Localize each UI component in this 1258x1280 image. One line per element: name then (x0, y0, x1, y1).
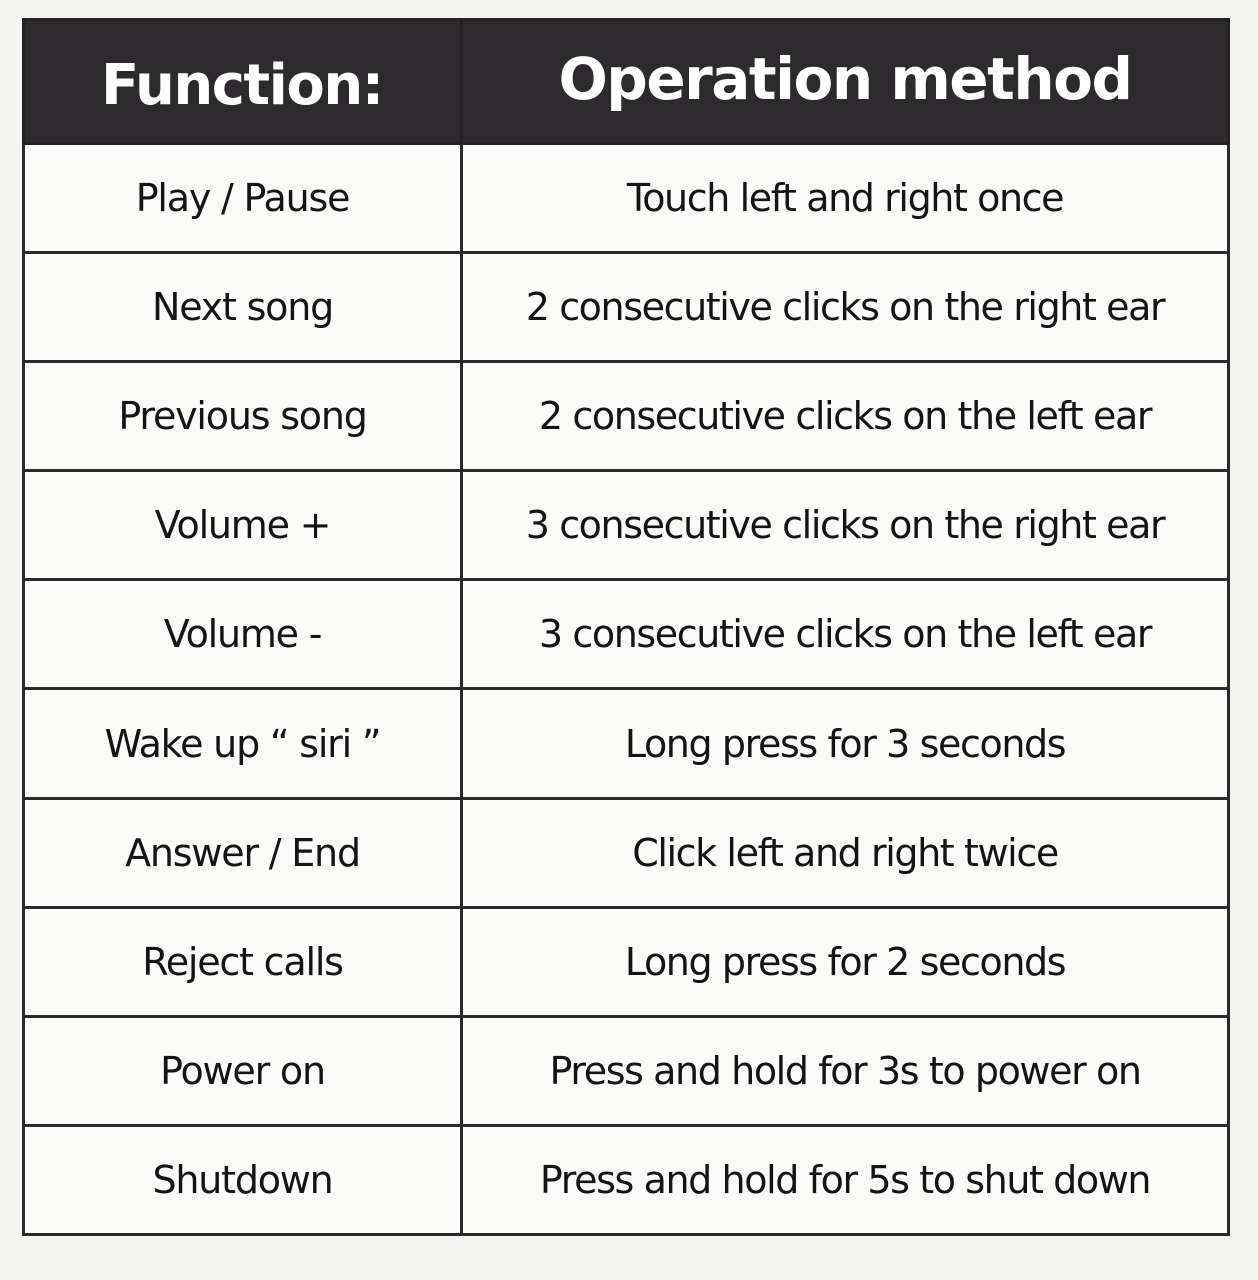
table-row (24, 471, 1229, 580)
operation-cell: 2 consecutive clicks on the right ear (462, 253, 1229, 362)
table-row (24, 362, 1229, 471)
operation-cell: 3 consecutive clicks on the left ear (462, 580, 1229, 689)
function-cell: Power on (24, 1016, 462, 1125)
table-row (24, 253, 1229, 362)
function-cell: Answer / End (24, 798, 462, 907)
operation-cell: 3 consecutive clicks on the right ear (462, 471, 1229, 580)
table-body (24, 144, 1229, 1235)
function-cell: Reject calls (24, 907, 462, 1016)
table-row (24, 689, 1229, 798)
operation-cell: Touch left and right once (462, 144, 1229, 253)
function-column-header: Function: (24, 20, 462, 144)
table-row (24, 798, 1229, 907)
table-row (24, 144, 1229, 253)
table-row (24, 1125, 1229, 1234)
instruction-sheet (22, 18, 1227, 1236)
operation-cell: Press and hold for 3s to power on (462, 1016, 1229, 1125)
table-row (24, 1016, 1229, 1125)
table-row (24, 580, 1229, 689)
operation-cell: Long press for 2 seconds (462, 907, 1229, 1016)
operation-cell: 2 consecutive clicks on the left ear (462, 362, 1229, 471)
function-cell: Play / Pause (24, 144, 462, 253)
operation-column-header: Operation method (462, 20, 1229, 144)
function-cell: Next song (24, 253, 462, 362)
function-cell: Previous song (24, 362, 462, 471)
header-row (24, 20, 1229, 144)
function-cell: Volume - (24, 580, 462, 689)
function-cell: Volume + (24, 471, 462, 580)
function-operation-table (22, 18, 1230, 1236)
operation-cell: Click left and right twice (462, 798, 1229, 907)
function-cell: Shutdown (24, 1125, 462, 1234)
operation-cell: Press and hold for 5s to shut down (462, 1125, 1229, 1234)
function-cell: Wake up “ siri ” (24, 689, 462, 798)
operation-cell: Long press for 3 seconds (462, 689, 1229, 798)
table-row (24, 907, 1229, 1016)
table-header (24, 20, 1229, 144)
